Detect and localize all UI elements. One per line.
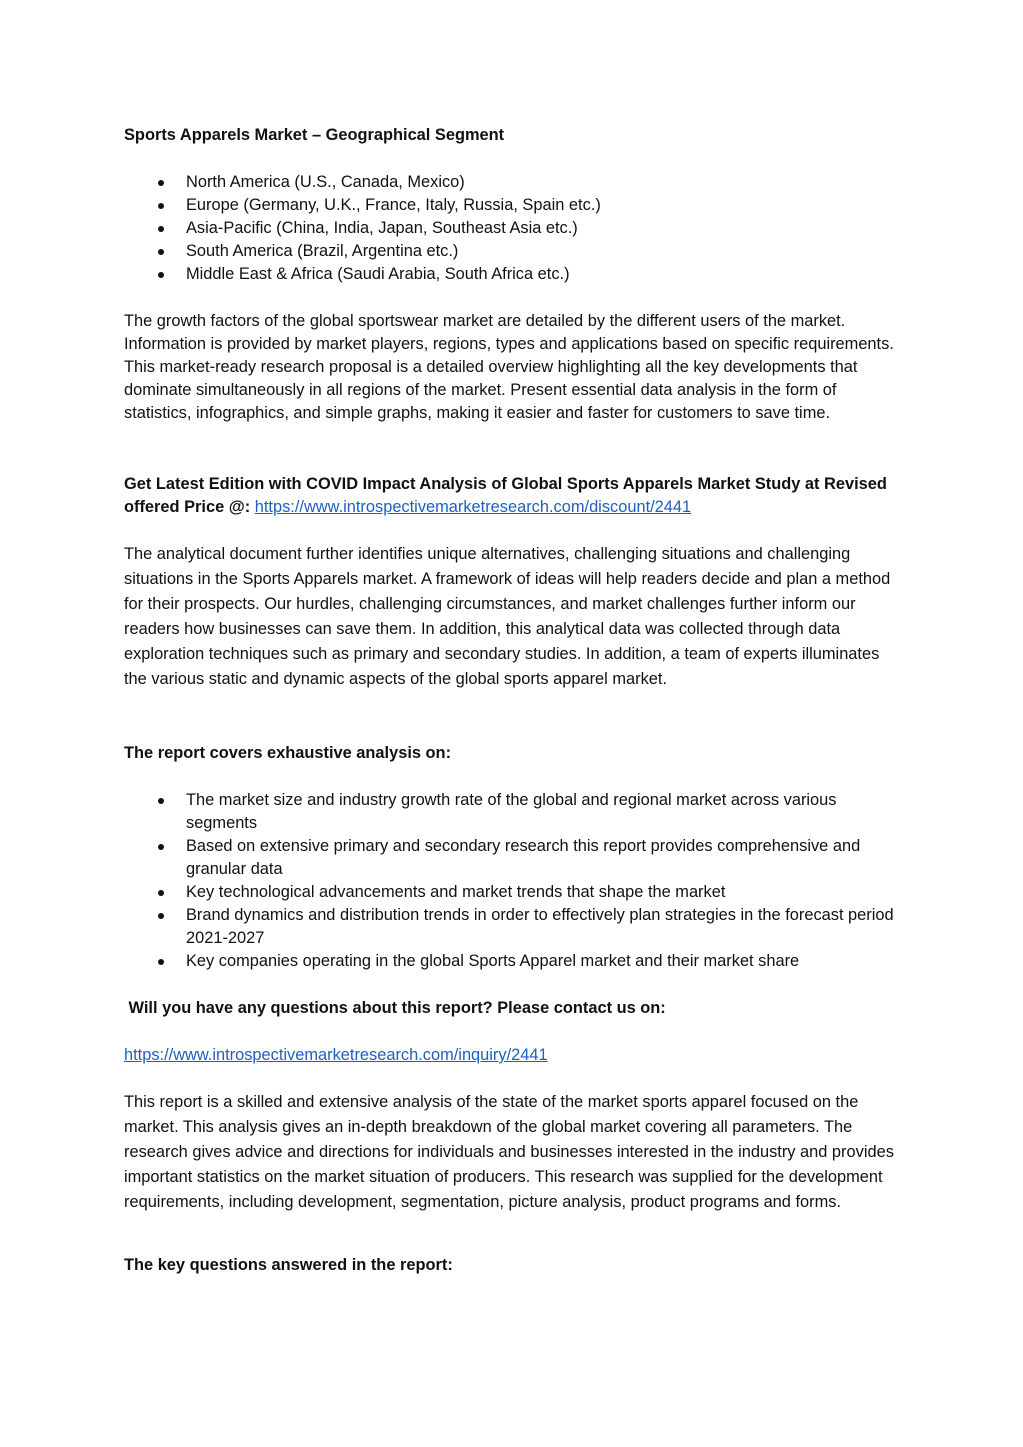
- list-item: [124, 217, 904, 240]
- skilled-paragraph: This report is a skilled and extensive analysis of the state of the market sports apparel focused on the market. This analysis gives an in-depth breakdown of the global market covering all parameters. The research gives advice and directions for individuals and businesses interested in the industry and provides important statistics on the market situation of producers. This research was supplied for the development requirements, including development, segmentation, picture analysis, product programs and forms.: [124, 1093, 894, 1211]
- bullet-icon: [158, 272, 164, 278]
- list-item-text: South America (Brazil, Argentina etc.): [186, 242, 459, 260]
- list-item-text: Based on extensive primary and secondary research this report provides comprehensive and granular data: [186, 837, 861, 878]
- covid-offer: [124, 473, 904, 519]
- bullet-icon: [158, 890, 164, 896]
- list-item: [124, 263, 904, 286]
- geo-heading: Sports Apparels Market – Geographical Segment: [124, 126, 505, 144]
- bullet-icon: [158, 798, 164, 804]
- bullet-icon: [158, 180, 164, 186]
- discount-link[interactable]: https://www.introspectivemarketresearch.com/discount/2441: [254, 498, 692, 516]
- coverage-list: [124, 789, 904, 973]
- bullet-icon: [158, 844, 164, 850]
- list-item: [124, 240, 904, 263]
- list-item: [124, 789, 904, 835]
- coverage-heading: The report covers exhaustive analysis on:: [124, 744, 452, 762]
- list-item: [124, 904, 904, 950]
- list-item-text: Key companies operating in the global Sports Apparel market and their market share: [186, 952, 800, 970]
- growth-paragraph: The growth factors of the global sportswear market are detailed by the different users of the market. Information is provided by market players, regions, types and applications based on specific requirements. This market-ready research proposal is a detailed overview highlighting all the key developments that dominate simultaneously in all regions of the market. Present essential data analysis in the form of statistics, infographics, and simple graphs, making it easier and faster for customers to save time.: [124, 312, 894, 422]
- geo-list: [124, 171, 904, 286]
- list-item: [124, 194, 904, 217]
- contact-link-line: [124, 1044, 904, 1067]
- list-item-text: Brand dynamics and distribution trends in order to effectively plan strategies in the forecast period 2021-2027: [186, 906, 894, 947]
- key-questions-heading: The key questions answered in the report:: [124, 1256, 453, 1274]
- contact-heading: Will you have any questions about this report? Please contact us on:: [124, 999, 666, 1017]
- list-item-text: North America (U.S., Canada, Mexico): [186, 173, 465, 191]
- list-item: [124, 950, 904, 973]
- list-item: [124, 881, 904, 904]
- covid-offer-line2: offered Price @:: [124, 498, 251, 516]
- bullet-icon: [158, 226, 164, 232]
- list-item-text: The market size and industry growth rate of the global and regional market across various segments: [186, 791, 837, 832]
- bullet-icon: [158, 959, 164, 965]
- list-item-text: Europe (Germany, U.K., France, Italy, Russia, Spain etc.): [186, 196, 601, 214]
- bullet-icon: [158, 249, 164, 255]
- list-item-text: Key technological advancements and market trends that shape the market: [186, 883, 726, 901]
- inquiry-link[interactable]: https://www.introspectivemarketresearch.com/inquiry/2441: [124, 1046, 548, 1064]
- list-item-text: Middle East & Africa (Saudi Arabia, South Africa etc.): [186, 265, 570, 283]
- list-item: [124, 171, 904, 194]
- list-item-text: Asia-Pacific (China, India, Japan, Southeast Asia etc.): [186, 219, 578, 237]
- covid-offer-line1: Get Latest Edition with COVID Impact Analysis of Global Sports Apparels Market Study at Revised: [124, 475, 887, 493]
- bullet-icon: [158, 913, 164, 919]
- bullet-icon: [158, 203, 164, 209]
- analytical-paragraph: The analytical document further identifies unique alternatives, challenging situations and challenging situations in the Sports Apparels market. A framework of ideas will help readers decide and plan a method for their prospects. Our hurdles, challenging circumstances, and market challenges further inform our readers how businesses can save them. In addition, this analytical data was collected through data exploration techniques such as primary and secondary studies. In addition, a team of experts illuminates the various static and dynamic aspects of the global sports apparel market.: [124, 545, 891, 688]
- list-item: [124, 835, 904, 881]
